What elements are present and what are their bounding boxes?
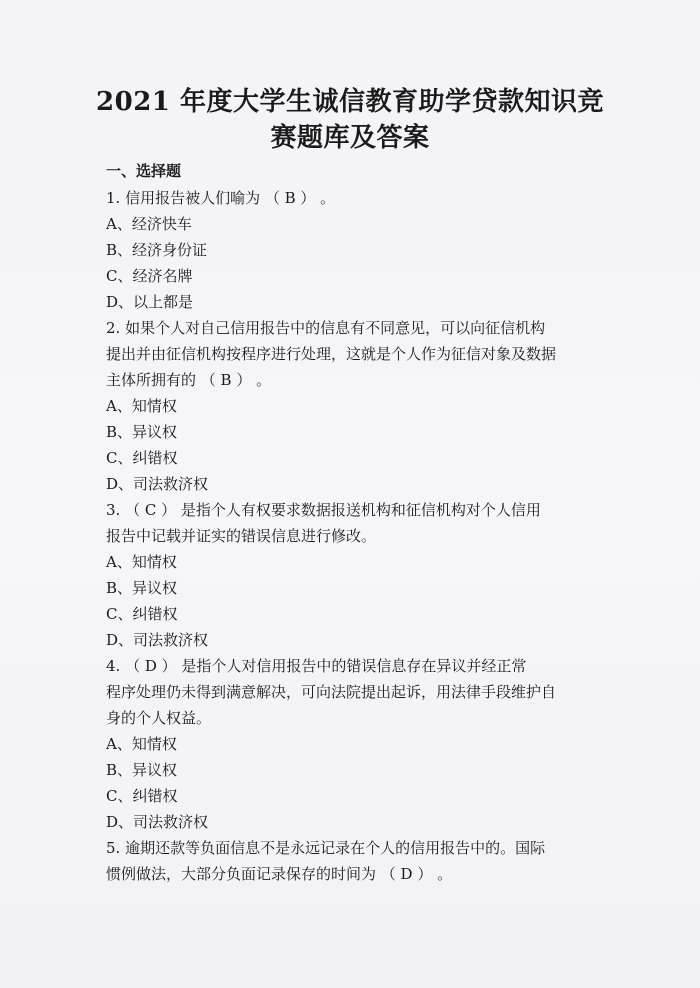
option-line: C、纠错权 xyxy=(106,449,178,467)
question-line: 提出并由征信机构按程序进行处理，这就是个人作为征信对象及数据 xyxy=(106,345,557,363)
question-line: 报告中记载并证实的错误信息进行修改。 xyxy=(106,527,377,545)
option-line: B、经济身份证 xyxy=(106,241,208,259)
option-line: D、司法救济权 xyxy=(106,475,209,493)
option-line: A、知情权 xyxy=(106,735,177,753)
option-line: B、异议权 xyxy=(106,423,178,441)
question-line: 程序处理仍未得到满意解决，可向法院提出起诉，用法律手段维护自 xyxy=(106,683,557,701)
question-line: 主体所拥有的 （ B ） 。 xyxy=(106,371,272,389)
question-line: 5. 逾期还款等负面信息不是永远记录在个人的信用报告中的。国际 xyxy=(106,839,546,857)
question-line: 身的个人权益。 xyxy=(106,709,212,727)
option-line: C、经济名牌 xyxy=(106,267,193,285)
question-line: 2. 如果个人对自己信用报告中的信息有不同意见，可以向征信机构 xyxy=(106,319,546,337)
question-line: 4. （ D ） 是指个人对信用报告中的错误信息存在异议并经正常 xyxy=(106,657,527,675)
option-line: D、司法救济权 xyxy=(106,631,209,649)
option-line: B、异议权 xyxy=(106,579,178,597)
option-line: A、知情权 xyxy=(106,397,177,415)
option-line: A、知情权 xyxy=(106,553,177,571)
option-line: A、经济快车 xyxy=(106,215,192,233)
title-line-1: 2021 年度大学生诚信教育助学贷款知识竞 xyxy=(96,87,604,117)
question-line: 1. 信用报告被人们喻为 （ B ） 。 xyxy=(106,189,336,207)
option-line: C、纠错权 xyxy=(106,605,178,623)
option-line: D、司法救济权 xyxy=(106,813,209,831)
document-title xyxy=(0,84,700,156)
question-line: 3. （ C ） 是指个人有权要求数据报送机构和征信机构对个人信用 xyxy=(106,501,541,519)
title-line-2: 赛题库及答案 xyxy=(270,123,430,153)
option-line: D、以上都是 xyxy=(106,293,194,311)
option-line: B、异议权 xyxy=(106,761,178,779)
section-heading: 一、选择题 xyxy=(106,162,182,180)
option-line: C、纠错权 xyxy=(106,787,178,805)
question-line: 惯例做法，大部分负面记录保存的时间为 （ D ） 。 xyxy=(106,865,453,883)
